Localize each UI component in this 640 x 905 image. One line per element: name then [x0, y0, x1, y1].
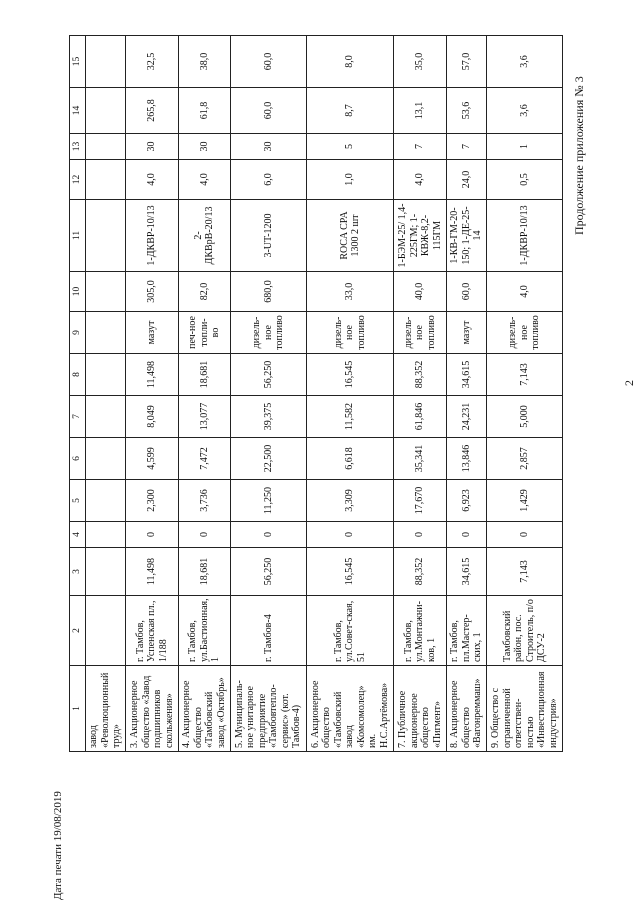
table-cell: 7,472	[178, 438, 230, 480]
table-cell: 60,0	[446, 272, 486, 312]
table-cell: 24,231	[446, 396, 486, 438]
table-cell: 60,0	[230, 88, 306, 134]
table-cell: 7	[394, 134, 446, 160]
table-cell: 4,0	[394, 160, 446, 200]
table-header-row	[70, 36, 86, 752]
table-cell: 3,6	[487, 88, 563, 134]
table-cell	[85, 36, 125, 88]
table-cell: 24,0	[446, 160, 486, 200]
table-cell: 4,0	[126, 160, 178, 200]
table-cell: 4,0	[178, 160, 230, 200]
table-cell: 1	[487, 134, 563, 160]
column-header: 1	[70, 666, 86, 752]
table-cell: 8,0	[306, 36, 394, 88]
column-header: 8	[70, 354, 86, 396]
table-cell: 39,375	[230, 396, 306, 438]
table-cell: 0	[126, 522, 178, 548]
table-cell: 34,615	[446, 354, 486, 396]
table-cell: 680,0	[230, 272, 306, 312]
table-cell: 40,0	[394, 272, 446, 312]
table-cell: 0	[230, 522, 306, 548]
data-table-container	[69, 36, 563, 752]
table-row	[230, 36, 306, 752]
table-cell: 13,1	[394, 88, 446, 134]
table-cell: 0	[487, 522, 563, 548]
table-cell: 3. Акционерное общество «Завод подшипников скольжения»	[126, 666, 178, 752]
table-cell: 53,6	[446, 88, 486, 134]
column-header: 14	[70, 88, 86, 134]
column-header: 2	[70, 596, 86, 666]
table-row	[126, 36, 178, 752]
table-cell	[85, 88, 125, 134]
table-cell: печ-ное топли-во	[178, 312, 230, 354]
table-cell: 1-ДКВР-10/13	[487, 200, 563, 272]
table-cell: дизель-ное топливо	[487, 312, 563, 354]
table-cell: 305,0	[126, 272, 178, 312]
table-cell: 1-КВ-ГМ-20-150; 1-ДЕ-25-14	[446, 200, 486, 272]
print-date: Дата печати 19/08/2019	[52, 791, 64, 900]
table-cell: 6,923	[446, 480, 486, 522]
column-header: 12	[70, 160, 86, 200]
table-cell: 61,846	[394, 396, 446, 438]
table-cell: г. Тамбов-4	[230, 596, 306, 666]
table-cell: 8,049	[126, 396, 178, 438]
table-cell	[85, 134, 125, 160]
column-header: 10	[70, 272, 86, 312]
table-cell	[85, 438, 125, 480]
table-cell: г. Тамбов, ул.Монтажни-ков, 1	[394, 596, 446, 666]
table-cell: 56,250	[230, 354, 306, 396]
table-cell	[85, 396, 125, 438]
table-cell: 3,736	[178, 480, 230, 522]
table-cell: 56,250	[230, 548, 306, 596]
table-cell: мазут	[446, 312, 486, 354]
table-cell: завод «Революционный труд»	[85, 666, 125, 752]
table-cell: дизель-ное топливо	[394, 312, 446, 354]
table-cell: 2-ДКВрВ-20/13	[178, 200, 230, 272]
table-cell: 88,352	[394, 548, 446, 596]
table-row	[85, 36, 125, 752]
column-header: 5	[70, 480, 86, 522]
table-cell	[85, 522, 125, 548]
table-cell: г. Тамбов, Успенская пл., 1/188	[126, 596, 178, 666]
table-cell: 7. Публичное акционерное общество «Пигмент»	[394, 666, 446, 752]
table-cell: 8. Акционерное общество «Вагонреммаш»	[446, 666, 486, 752]
table-cell: дизель-ное топливо	[230, 312, 306, 354]
table-cell: 8,7	[306, 88, 394, 134]
table-cell: 13,846	[446, 438, 486, 480]
table-cell: г. Тамбов, пл.Мастер-ских, 1	[446, 596, 486, 666]
table-cell	[85, 272, 125, 312]
table-cell: 82,0	[178, 272, 230, 312]
column-header: 9	[70, 312, 86, 354]
table-cell: 5	[306, 134, 394, 160]
table-row	[487, 36, 563, 752]
table-cell: 13,077	[178, 396, 230, 438]
table-cell: 18,681	[178, 354, 230, 396]
table-cell: 30	[178, 134, 230, 160]
table-cell: 0	[446, 522, 486, 548]
table-cell: г. Тамбов, ул.Бастионная, 1	[178, 596, 230, 666]
column-header: 6	[70, 438, 86, 480]
table-cell: 0,5	[487, 160, 563, 200]
table-cell: 3,309	[306, 480, 394, 522]
table-cell	[85, 354, 125, 396]
table-cell: 11,582	[306, 396, 394, 438]
table-cell	[85, 160, 125, 200]
table-cell: 38,0	[178, 36, 230, 88]
table-cell: 0	[394, 522, 446, 548]
table-cell: 1,0	[306, 160, 394, 200]
table-cell	[85, 480, 125, 522]
column-header: 7	[70, 396, 86, 438]
table-cell: 57,0	[446, 36, 486, 88]
table-cell	[85, 548, 125, 596]
column-header: 13	[70, 134, 86, 160]
table-cell: 5. Муниципаль-ное унитарное предприятие «Тамбовтепло-сервис» (кот. Тамбов-4)	[230, 666, 306, 752]
table-cell: 1-БЭМ-25/ 1,4-225ГМ; 1-КВЖ-8,2-115ГМ	[394, 200, 446, 272]
column-header: 11	[70, 200, 86, 272]
table-cell: 35,0	[394, 36, 446, 88]
table-cell: ROCA CPA 1300 2 шт	[306, 200, 394, 272]
table-cell: 11,498	[126, 354, 178, 396]
table-cell: 7	[446, 134, 486, 160]
table-cell: Тамбовский район, пос. Строитель, п/о ДСУ-2	[487, 596, 563, 666]
table-cell: 60,0	[230, 36, 306, 88]
table-cell: 17,670	[394, 480, 446, 522]
page-number: 2	[622, 380, 636, 386]
table-cell: 7,143	[487, 354, 563, 396]
table-cell	[85, 596, 125, 666]
table-cell: 2,300	[126, 480, 178, 522]
table-cell: 11,250	[230, 480, 306, 522]
table-cell: 1,429	[487, 480, 563, 522]
table-cell: 0	[178, 522, 230, 548]
column-header: 15	[70, 36, 86, 88]
table-cell: г. Тамбов, ул.Совет-ская, 51	[306, 596, 394, 666]
table-cell	[85, 200, 125, 272]
table-cell: 34,615	[446, 548, 486, 596]
table-cell: 3-UT-1200	[230, 200, 306, 272]
table-cell: 1-ДКВР-10/13	[126, 200, 178, 272]
table-cell: 7,143	[487, 548, 563, 596]
table-cell: 11,498	[126, 548, 178, 596]
table-cell: 4,0	[487, 272, 563, 312]
table-cell: 16,545	[306, 354, 394, 396]
continuation-label: Продолжение приложения № 3	[572, 76, 586, 235]
table-cell: 61,8	[178, 88, 230, 134]
column-header: 3	[70, 548, 86, 596]
table-row	[306, 36, 394, 752]
table-cell: 30	[230, 134, 306, 160]
data-table	[69, 35, 563, 752]
table-cell: 9. Общество с ограниченной ответствен-ностью «Инвестиционная индустрия»	[487, 666, 563, 752]
table-cell: 18,681	[178, 548, 230, 596]
table-cell: 6,0	[230, 160, 306, 200]
table-cell: мазут	[126, 312, 178, 354]
table-cell: 265,8	[126, 88, 178, 134]
table-cell: 6,618	[306, 438, 394, 480]
table-cell: 16,545	[306, 548, 394, 596]
table-cell: 88,352	[394, 354, 446, 396]
table-cell: 4. Акционерное общество «Тамбовский завод «Октябрь»	[178, 666, 230, 752]
column-header: 4	[70, 522, 86, 548]
table-cell: 30	[126, 134, 178, 160]
table-row	[178, 36, 230, 752]
table-cell: 35,341	[394, 438, 446, 480]
table-cell	[85, 312, 125, 354]
table-cell: 3,6	[487, 36, 563, 88]
table-cell: 4,599	[126, 438, 178, 480]
table-row	[446, 36, 486, 752]
table-row	[394, 36, 446, 752]
table-cell: 2,857	[487, 438, 563, 480]
table-cell: 5,000	[487, 396, 563, 438]
table-cell: 33,0	[306, 272, 394, 312]
table-cell: 6. Акционерное общество «Тамбовский завод «Комсомолец» им. Н.С.Артёмова»	[306, 666, 394, 752]
table-cell: дизель-ное топливо	[306, 312, 394, 354]
table-cell: 0	[306, 522, 394, 548]
table-cell: 32,5	[126, 36, 178, 88]
table-cell: 22,500	[230, 438, 306, 480]
